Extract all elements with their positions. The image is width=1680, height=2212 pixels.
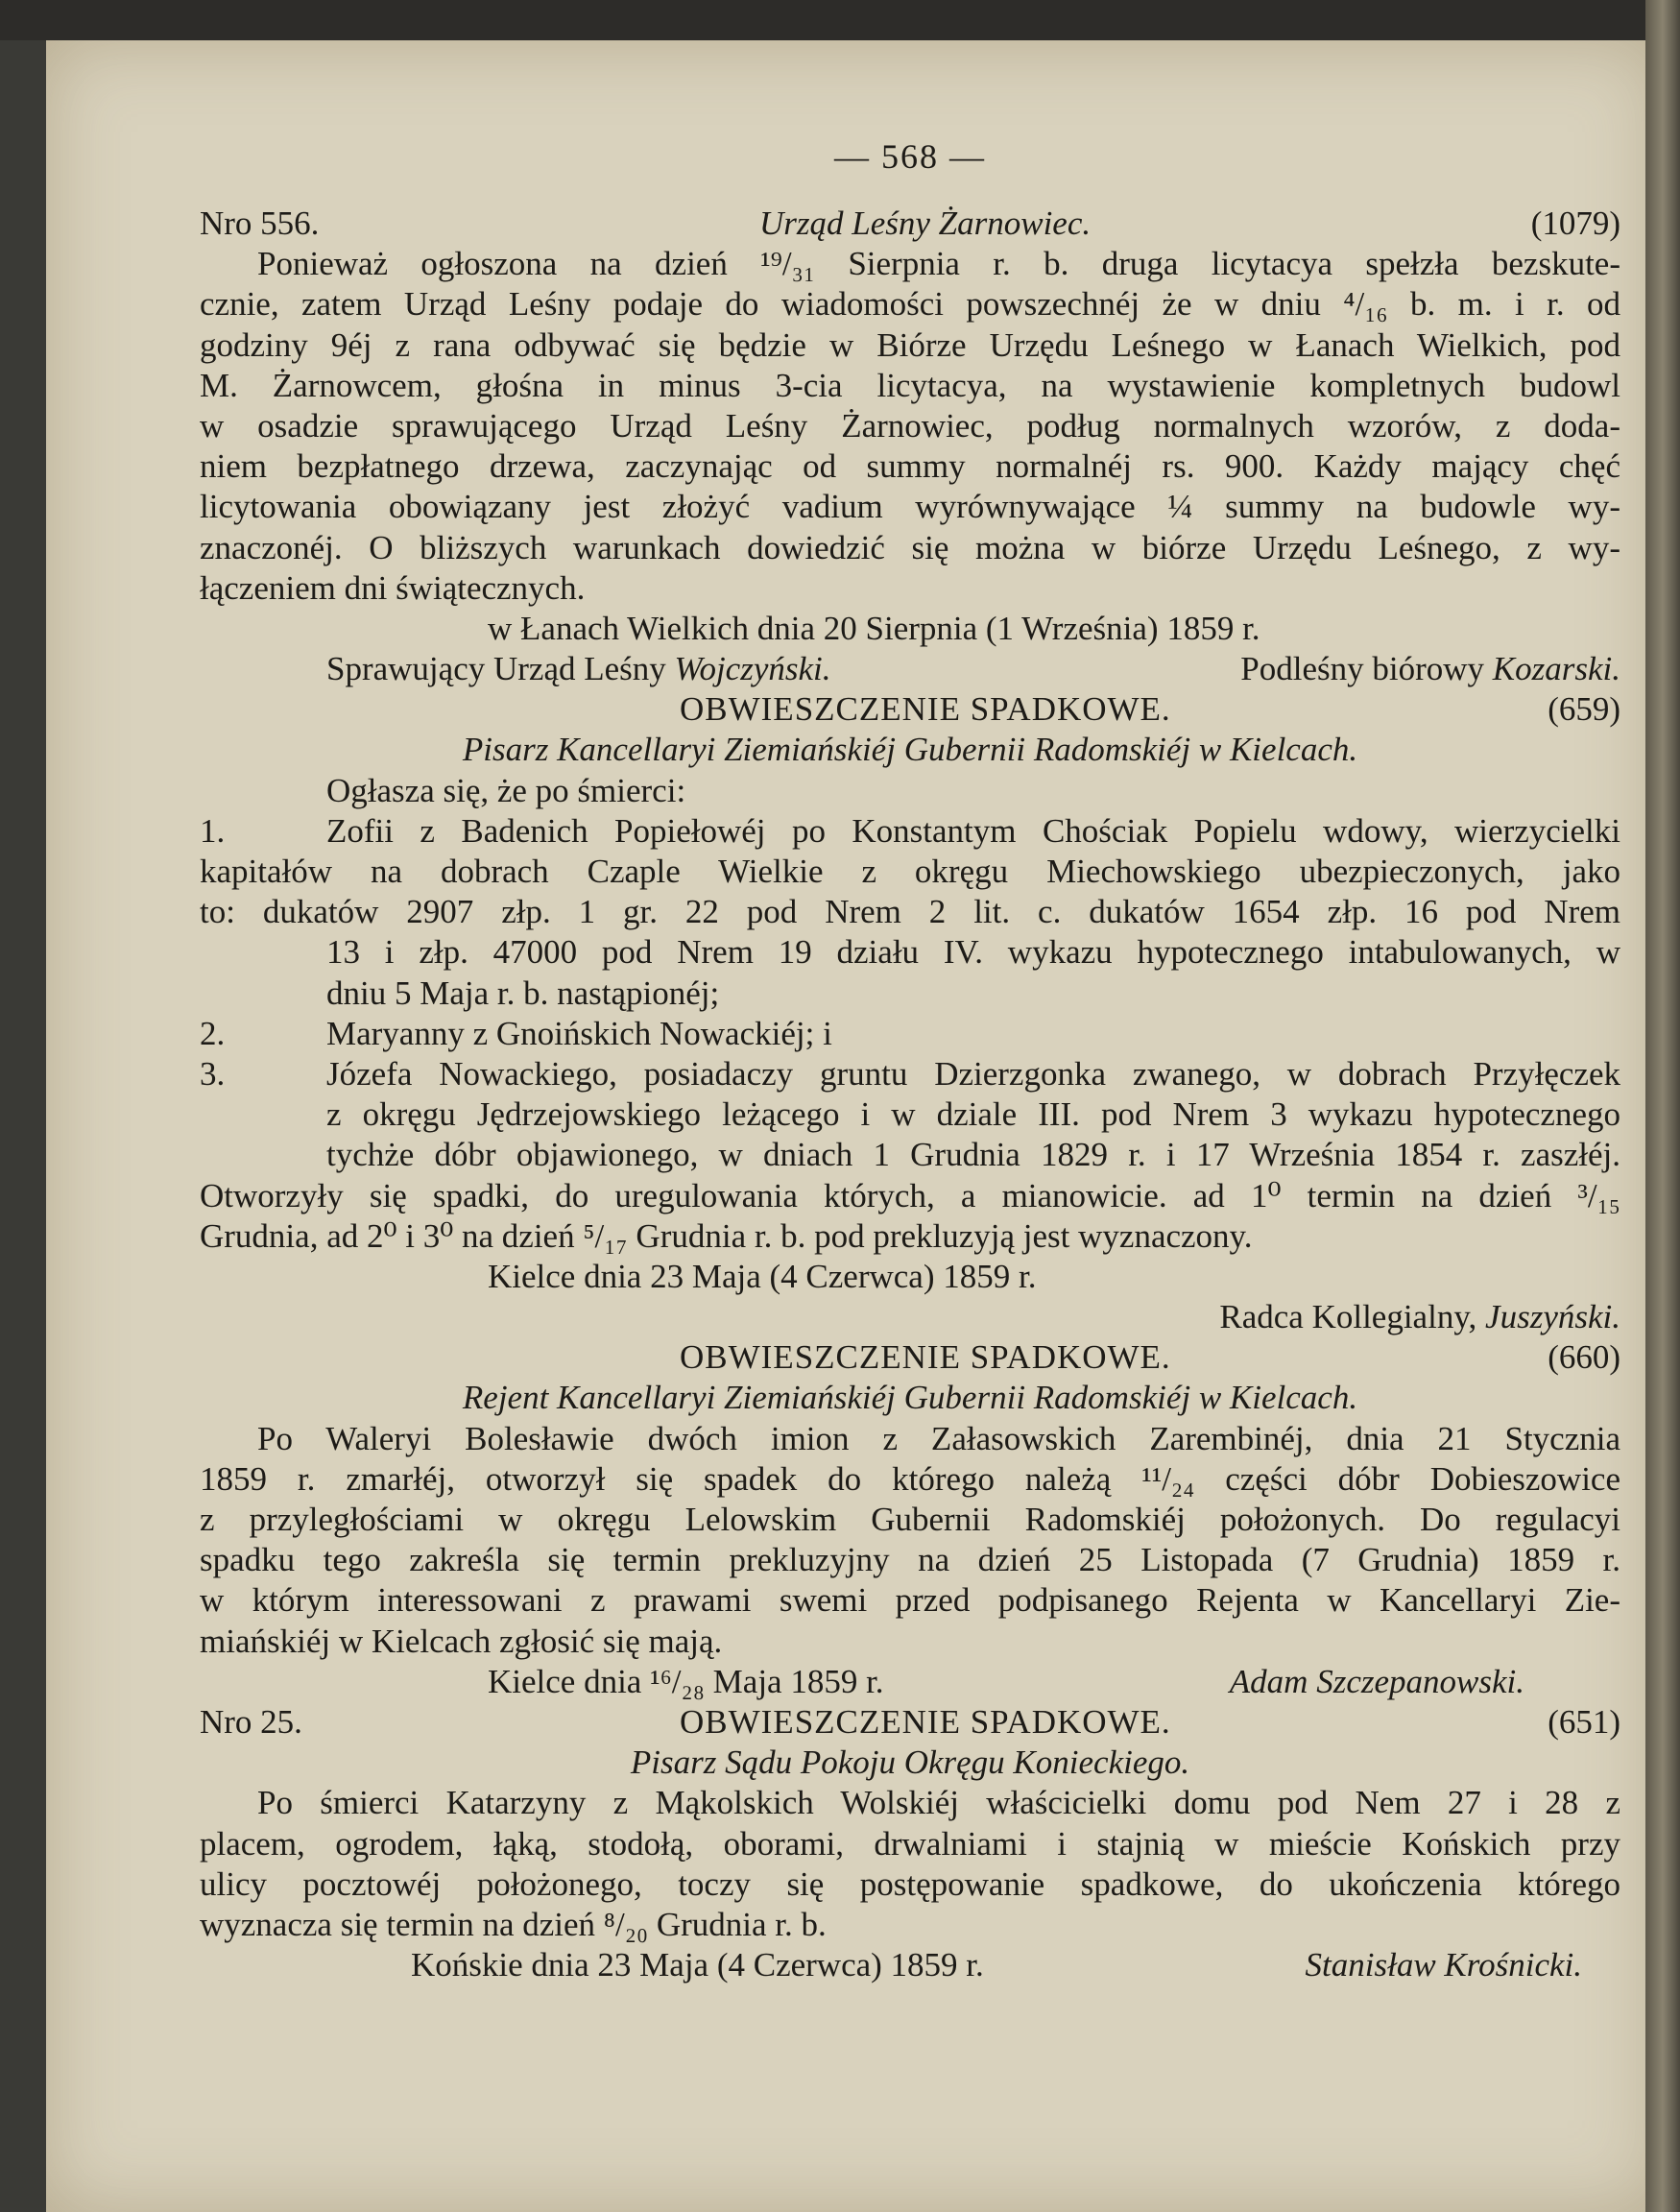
notice3-header <box>200 1337 1620 1378</box>
notice2-item: 1. Zofii z Badenich Popiełowéj po Konstantym Chościak Popielu wdowy, wierzycielki <box>200 811 1620 850</box>
notice2-intro: Ogłasza się, że po śmierci: <box>326 771 686 809</box>
notice3-title: OBWIESZCZENIE SPADKOWE. <box>680 1338 1171 1377</box>
page-content <box>200 136 1620 1985</box>
notice2-header <box>200 689 1620 730</box>
notice3-line: spadku tego zakreśla się termin prekluzyjny na dzień 25 Listopada (7 Grudnia) 1859 r. <box>200 1541 1620 1579</box>
notice1-line: Ponieważ ogłoszona na dzień ¹⁹/₃₁ Sierpnia r. b. druga licytacya spełzła bezskute- <box>257 245 1620 283</box>
book-spine <box>1645 0 1680 2212</box>
page-number: — 568 — <box>834 137 986 176</box>
notice1-line: M. Żarnowcem, głośna in minus 3-cia licytacya, na wystawienie kompletnych budowl <box>200 366 1620 404</box>
notice4-number: Nro 25. <box>200 1702 302 1741</box>
notice1-line: łączeniem dni świątecznych. <box>200 568 586 607</box>
notice4-footer <box>200 1945 1620 1985</box>
notice3-place-date: Kielce dnia ¹⁶/₂₈ Maja 1859 r. <box>488 1662 884 1700</box>
notice3-line: miańskiéj w Kielcach zgłosić się mają. <box>200 1622 723 1660</box>
notice1-signature-left-name: Wojczyński. <box>674 650 831 688</box>
document-page <box>46 40 1659 2212</box>
notice2-place-date: Kielce dnia 23 Maja (4 Czerwca) 1859 r. <box>488 1257 1037 1295</box>
notice2-item-line: dniu 5 Maja r. b. nastąpionéj; <box>326 974 720 1012</box>
notice4-line: Po śmierci Katarzyny z Mąkolskich Wolskiéj właścicielki domu pod Nem 27 i 28 z <box>257 1784 1620 1822</box>
notice1-ref: (1079) <box>1530 204 1620 242</box>
notice2-ref: (659) <box>1548 690 1620 729</box>
notice4-header <box>200 1702 1620 1743</box>
notice1-place-date: w Łanach Wielkich dnia 20 Sierpnia (1 Września) 1859 r. <box>488 609 1260 647</box>
notice2-closing: Grudnia, ad 2⁰ i 3⁰ na dzień ⁵/₁₇ Grudnia r. b. pod prekluzyją jest wyznaczony. <box>200 1216 1253 1255</box>
notice1-line: godziny 9éj z rana odbywać się będzie w Biórze Urzędu Leśnego w Łanach Wielkich, pod <box>200 325 1620 364</box>
notice4-ref: (651) <box>1548 1702 1620 1741</box>
notice1-signature-right-name: Kozarski. <box>1492 650 1620 688</box>
notice3-line: Po Waleryi Bolesławie dwóch imion z Załasowskich Zarembinéj, dnia 21 Stycznia <box>257 1419 1620 1457</box>
notice3-issuer: Rejent Kancellaryi Ziemiańskiéj Gubernii Radomskiéj w Kielcach. <box>462 1379 1358 1417</box>
notice1-line: cznie, zatem Urząd Leśny podaje do wiadomości powszechnéj że w dniu ⁴/₁₆ b. m. i r. od <box>200 285 1620 324</box>
notice4-line: placem, ogrodem, łąką, stodołą, oborami, drwalniami i stajnią w mieście Końskich przy <box>200 1824 1620 1863</box>
notice1-signatures <box>200 649 1620 689</box>
notice2-item-line: to: dukatów 2907 złp. 1 gr. 22 pod Nrem 2 lit. c. dukatów 1654 złp. 16 pod Nrem <box>200 893 1620 931</box>
notice2-item-line: 13 i złp. 47000 pod Nrem 19 działu IV. wykazu hypotecznego intabulowanych, w <box>326 933 1620 972</box>
notice1-line: licytowania obowiązany jest złożyć vadium wyrównywające ¼ summy na budowle wy- <box>200 488 1620 526</box>
notice1-number: Nro 556. <box>200 204 320 242</box>
notice2-item: 2. Maryanny z Gnoińskich Nowackiéj; i <box>200 1014 832 1052</box>
notice1-signature-left: Sprawujący Urząd Leśny Wojczyński. <box>326 650 831 688</box>
notice1-signature-right: Podleśny biórowy Kozarski. <box>1240 650 1620 688</box>
notice1-line: znaczonéj. O bliższych warunkach dowiedzić się można w biórze Urzędu Leśnego, z wy- <box>200 528 1620 566</box>
notice3-line: z przyległościami w okręgu Lelowskim Gubernii Radomskiéj położonych. Do regulacyi <box>200 1501 1620 1538</box>
notice4-line: wyznacza się termin na dzień ⁸/₂₀ Grudnia r. b. <box>200 1905 827 1943</box>
notice2-item-line: tychże dóbr objawionego, w dniach 1 Grudnia 1829 r. i 17 Września 1854 r. zaszłéj. <box>326 1136 1620 1174</box>
notice2-signature-name: Juszyński. <box>1485 1298 1620 1336</box>
notice3-footer <box>200 1662 1620 1702</box>
notice4-line: ulicy pocztowéj położonego, toczy się postępowanie spadkowe, do ukończenia którego <box>200 1864 1620 1903</box>
notice4-place-date: Końskie dnia 23 Maja (4 Czerwca) 1859 r. <box>411 1946 984 1984</box>
notice1-header <box>200 204 1620 244</box>
notice3-line: 1859 r. zmarłéj, otworzył się spadek do którego należą ¹¹/₂₄ części dóbr Dobieszowice <box>200 1459 1620 1498</box>
notice2-item-line: z okręgu Jędrzejowskiego leżącego i w dziale III. pod Nrem 3 wykazu hypotecznego <box>326 1095 1620 1134</box>
notice2-item-line: kapitałów na dobrach Czaple Wielkie z okręgu Miechowskiego ubezpieczonych, jako <box>200 853 1620 890</box>
notice3-signature-name: Adam Szczepanowski. <box>1229 1662 1524 1700</box>
notice2-title: OBWIESZCZENIE SPADKOWE. <box>680 690 1171 729</box>
scan-top-edge <box>0 0 1680 40</box>
notice2-item: 3. Józefa Nowackiego, posiadaczy gruntu Dzierzgonka zwanego, w dobrach Przyłęczek <box>200 1054 1620 1093</box>
notice4-signature-name: Stanisław Krośnicki. <box>1305 1946 1582 1984</box>
notice2-issuer: Pisarz Kancellaryi Ziemiańskiéj Gubernii Radomskiéj w Kielcach. <box>462 731 1358 769</box>
notice2-closing: Otworzyły się spadki, do uregulowania których, a mianowicie. ad 1⁰ termin na dzień ³/₁₅ <box>200 1176 1620 1214</box>
notice1-line: niem bezpłatnego drzewa, zaczynając od summy normalnéj rs. 900. Każdy mający chęć <box>200 447 1620 486</box>
notice4-title: OBWIESZCZENIE SPADKOWE. <box>680 1702 1171 1741</box>
notice1-office: Urząd Leśny Żarnowiec. <box>758 204 1092 242</box>
notice2-signature: Radca Kollegialny, Juszyński. <box>1219 1298 1620 1336</box>
notice3-ref: (660) <box>1548 1338 1620 1377</box>
notice1-line: w osadzie sprawującego Urząd Leśny Żarnowiec, podług normalnych wzorów, z doda- <box>200 406 1620 445</box>
notice3-line: w którym interessowani z prawami swemi przed podpisanego Rejenta w Kancellaryi Zie- <box>200 1581 1620 1620</box>
notice4-issuer: Pisarz Sądu Pokoju Okręgu Konieckiego. <box>630 1743 1190 1782</box>
